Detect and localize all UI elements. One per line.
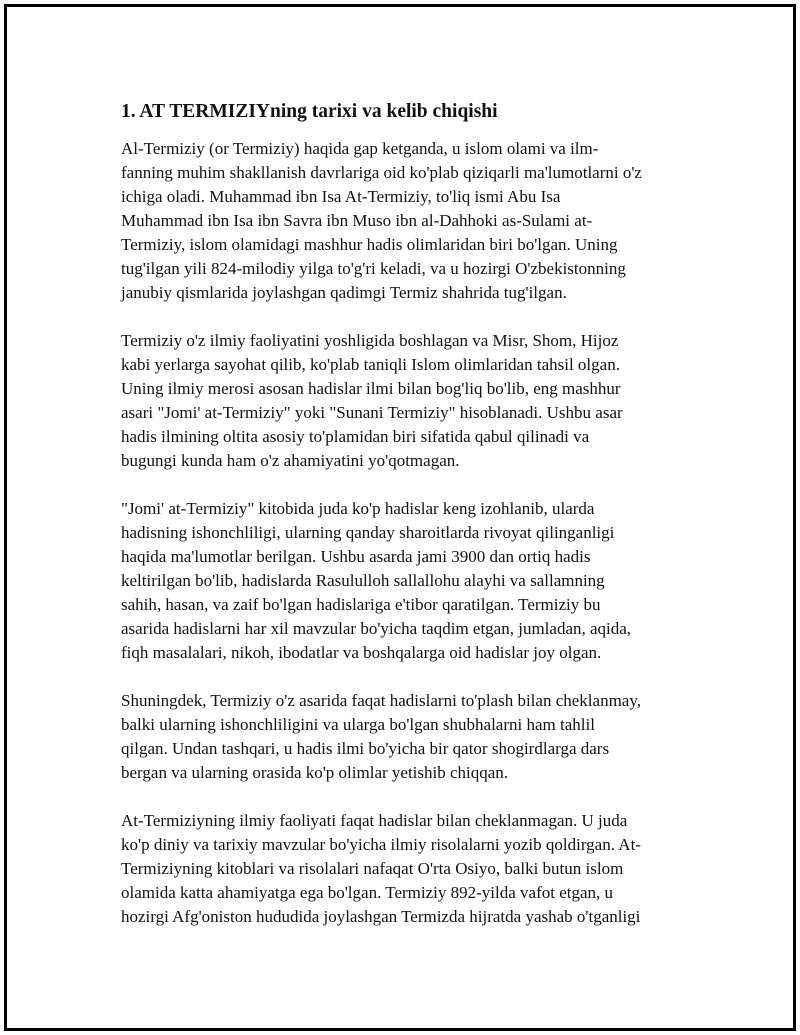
text-line: fiqh masalalari, nikoh, ibodatlar va boshqalarga oid hadislar joy olgan. [121,643,602,662]
text-line: haqida ma'lumotlar berilgan. Ushbu asarda jami 3900 dan ortiq hadis [121,547,591,566]
text-line: keltirilgan bo'lib, hadislarda Rasululloh sallallohu alayhi va sallamning [121,571,605,590]
page-frame [4,4,796,1031]
text-line: Termiziy o'z ilmiy faoliyatini yoshligida boshlagan va Misr, Shom, Hijoz [121,331,619,350]
text-line: asarida hadislarni har xil mavzular bo'yicha taqdim etgan, jumladan, aqida, [121,619,632,638]
text-line: janubiy qismlarida joylashgan qadimgi Termiz shahrida tug'ilgan. [121,283,567,302]
text-line: fanning muhim shakllanish davrlariga oid ko'plab qiziqarli ma'lumotlarni o'z [121,163,642,182]
text-line: qilgan. Undan tashqari, u hadis ilmi bo'yicha bir qator shogirdlarga dars [121,739,610,758]
paragraph-5 [121,809,701,929]
text-line: Al-Termiziy (or Termiziy) haqida gap ketganda, u islom olami va ilm- [121,139,599,158]
paragraph-4 [121,689,701,785]
text-line: kabi yerlarga sayohat qilib, ko'plab taniqli Islom olimlaridan tahsil olgan. [121,355,620,374]
document-body [121,99,701,953]
text-line: balki ularning ishonchliligini va ularga bo'lgan shubhalarni ham tahlil [121,715,595,734]
text-line: Termiziy, islom olamidagi mashhur hadis olimlaridan biri bo'lgan. Uning [121,235,618,254]
text-line: asari "Jomi' at-Termiziy" yoki "Sunani Termiziy" hisoblanadi. Ushbu asar [121,403,623,422]
paragraph-3 [121,497,701,665]
text-line: bergan va ularning orasida ko'p olimlar yetishib chiqqan. [121,763,509,782]
text-line: olamida katta ahamiyatga ega bo'lgan. Termiziy 892-yilda vafot etgan, u [121,883,614,902]
text-line: hozirgi Afg'oniston hududida joylashgan Termizda hijratda yashab o'tganligi [121,907,641,926]
text-line: Termiziyning kitoblari va risolalari nafaqat O'rta Osiyo, balki butun islom [121,859,624,878]
text-line: tug'ilgan yili 824-milodiy yilga to'g'ri keladi, va u hozirgi O'zbekistonning [121,259,626,278]
text-line: hadis ilmining oltita asosiy to'plamidan biri sifatida qabul qilinadi va [121,427,590,446]
text-line: At-Termiziyning ilmiy faoliyati faqat hadislar bilan cheklanmagan. U juda [121,811,628,830]
text-line: Shuningdek, Termiziy o'z asarida faqat hadislarni to'plash bilan cheklanmay, [121,691,641,710]
text-line: "Jomi' at-Termiziy" kitobida juda ko'p hadislar keng izohlanib, ularda [121,499,595,518]
text-line: Muhammad ibn Isa ibn Savra ibn Muso ibn al-Dahhoki as-Sulami at- [121,211,593,230]
text-line: bugungi kunda ham o'z ahamiyatini yo'qotmagan. [121,451,460,470]
paragraph-2 [121,329,701,473]
text-line: Uning ilmiy merosi asosan hadislar ilmi bilan bog'liq bo'lib, eng mashhur [121,379,621,398]
text-line: hadisning ishonchliligi, ularning qanday sharoitlarda rivoyat qilinganligi [121,523,615,542]
text-line: ko'p diniy va tarixiy mavzular bo'yicha ilmiy risolalarni yozib qoldirgan. At- [121,835,641,854]
text-line: ichiga oladi. Muhammad ibn Isa At-Termiziy, to'liq ismi Abu Isa [121,187,561,206]
paragraph-1 [121,137,701,305]
text-line: sahih, hasan, va zaif bo'lgan hadislariga e'tibor qaratilgan. Termiziy bu [121,595,601,614]
section-heading: 1. AT TERMIZIYning tarixi va kelib chiqishi [121,101,498,122]
